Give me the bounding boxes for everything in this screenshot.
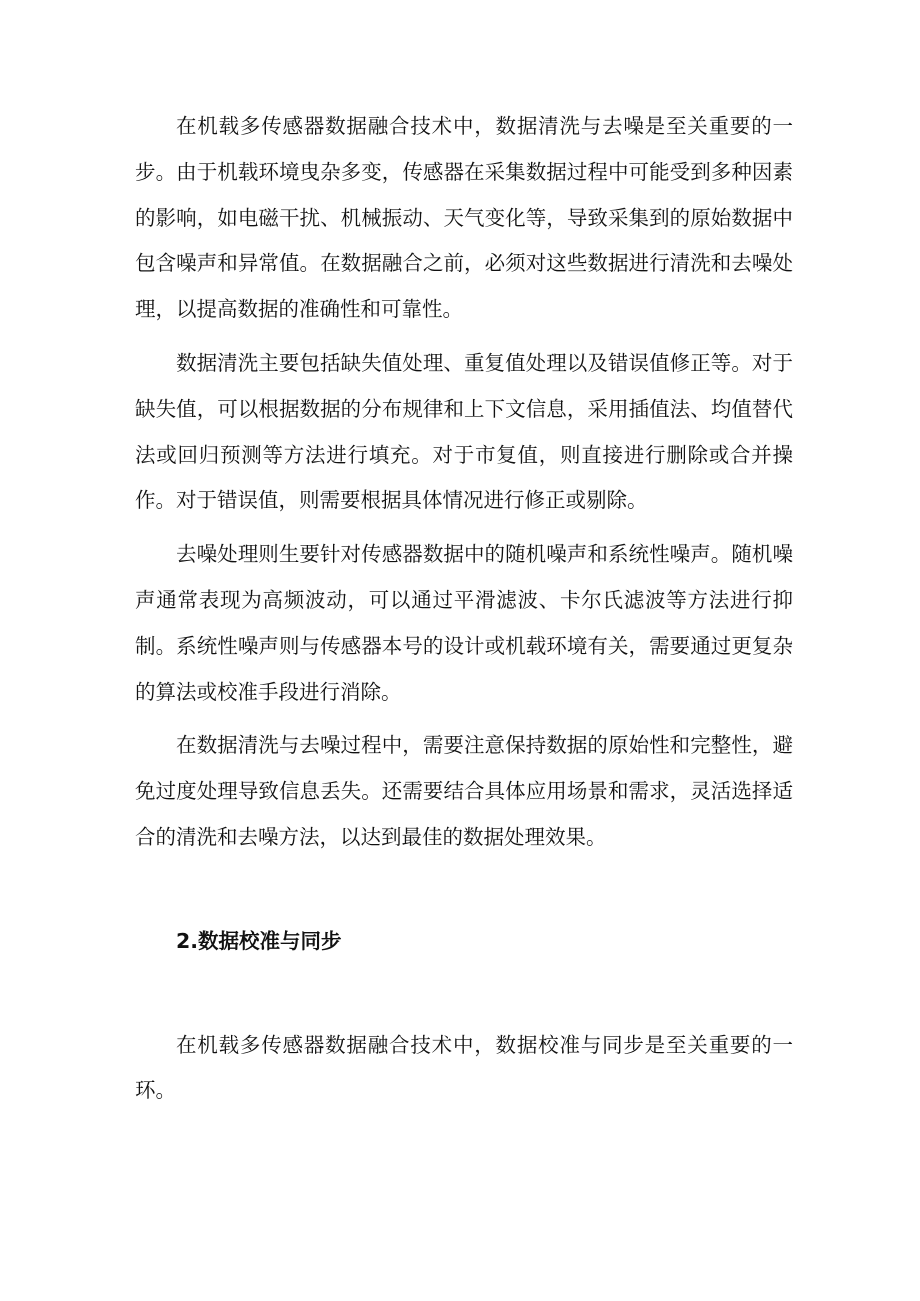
paragraph-cleaning-notes: 在数据清洗与去噪过程中，需要注意保持数据的原始性和完整性，避免过度处理导致信息丢失。还需要结合具体应用场景和需求，灵活选择适合的清洗和去噪方法，以达到最佳的数据处理效果。 [135, 733, 793, 849]
document-body [135, 104, 793, 1114]
paragraph-calibration-intro: 在机载多传感器数据融合技术中，数据校准与同步是至关重要的一环。 [135, 1032, 793, 1103]
paragraph-data-cleaning-methods: 数据清洗主要包括缺失值处理、重复值处理以及错误值修正等。对于缺失值，可以根据数据的分布规律和上下文信息，采用插值法、均值替代法或回归预测等方法进行填充。对于市复值，则直接进行删除或合并操作。对于错误值，则需要根据具体情况进行修正或剔除。 [135, 350, 793, 513]
paragraph-denoising: 去噪处理则生要针对传感器数据中的随机噪声和系统性噪声。随机噪声通常表现为高频波动，可以通过平滑滤波、卡尔氏滤波等方法进行抑制。系统性噪声则与传感器本号的设计或机载环境有关，需要通过更复杂的算法或校准手段进行消除。 [135, 542, 793, 704]
section-heading: 2.数据校准与同步 [176, 928, 342, 953]
paragraph-data-cleaning-intro: 在机载多传感器数据融合技术中，数据清洗与去噪是至关重要的一步。由于机载环境曳杂多变，传感器在采集数据过程中可能受到多种因素的影响，如电磁干扰、机械振动、天气变化等，导致采集到的原始数据中包含噪声和异常值。在数据融合之前，必须对这些数据进行清洗和去噪处理，以提高数据的准确性和可靠性。 [135, 114, 793, 322]
